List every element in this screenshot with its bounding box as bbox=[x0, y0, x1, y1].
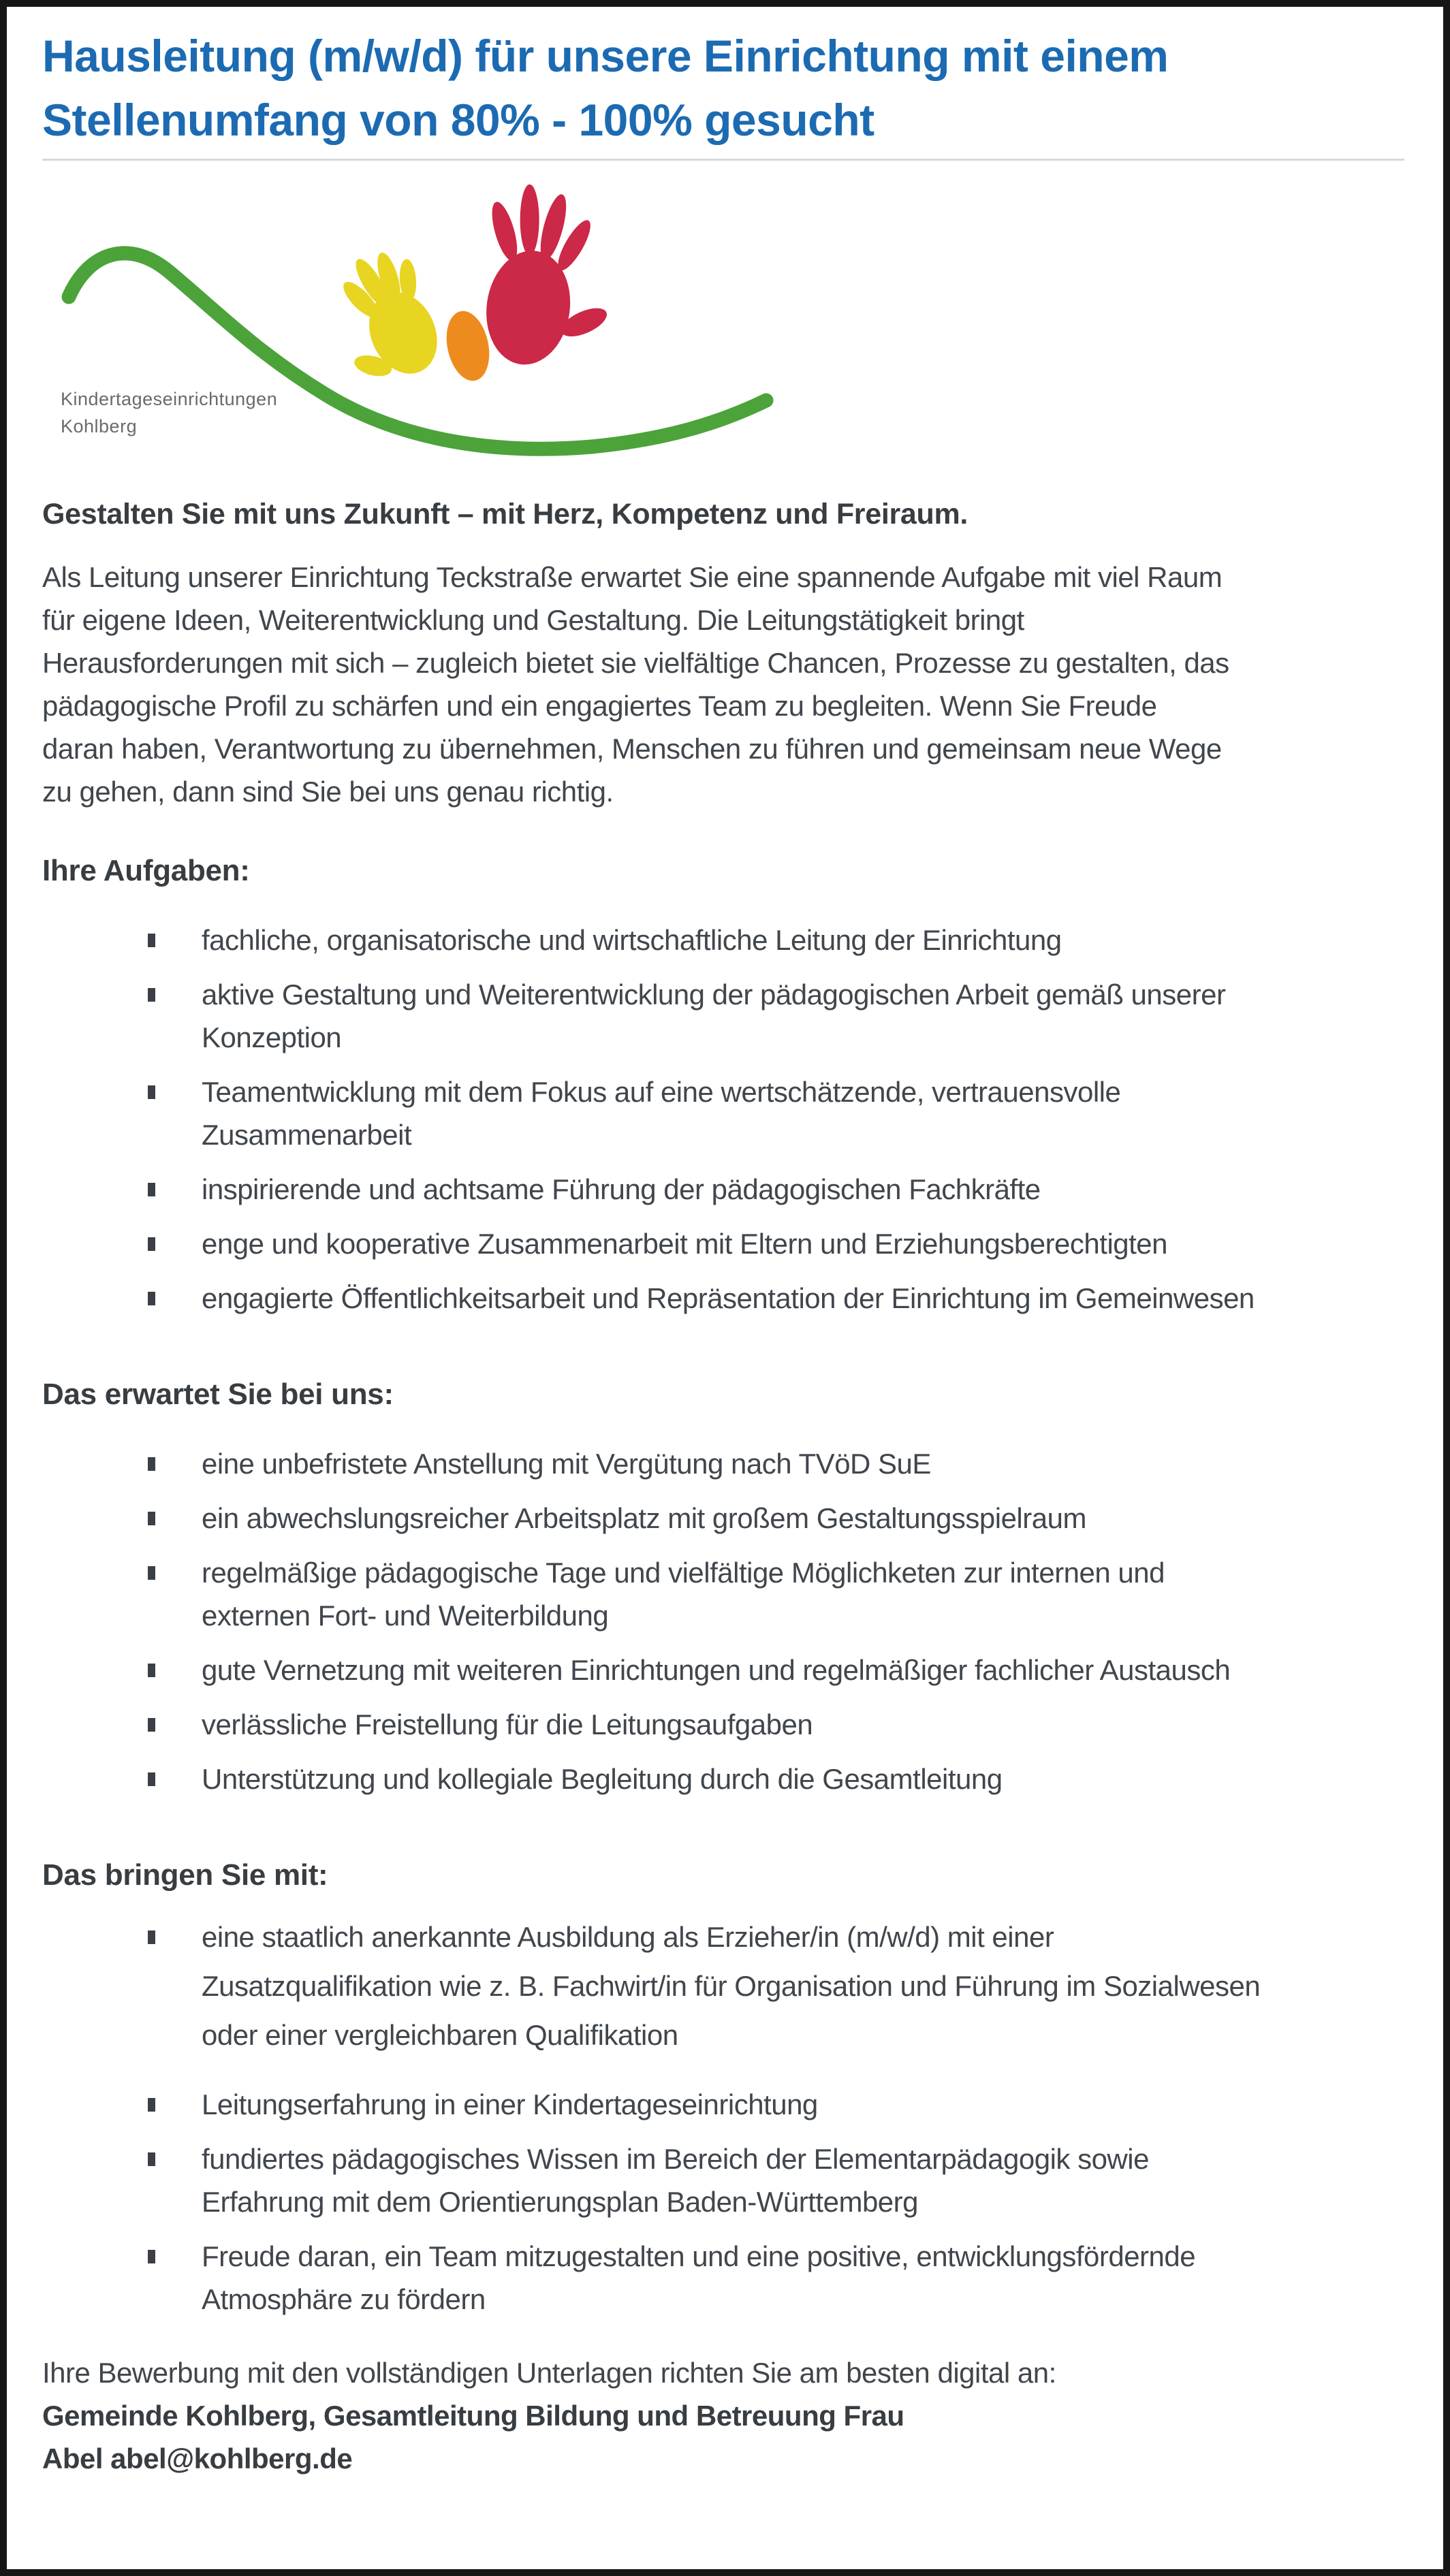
list-item: aktive Gestaltung und Weiterentwicklung der pädagogischen Arbeit gemäß unserer Konzeption bbox=[202, 973, 1264, 1059]
kita-kohlberg-logo bbox=[59, 170, 1404, 460]
mitbringen-list bbox=[42, 1913, 1404, 2321]
logo-caption-line1: Kindertageseinrichtungen bbox=[61, 389, 278, 409]
list-item: Freude daran, ein Team mitzugestalten und eine positive, entwicklungsfördernde Atmosphäre zu fördern bbox=[202, 2235, 1264, 2321]
section-heading-aufgaben: Ihre Aufgaben: bbox=[42, 854, 250, 887]
list-item: enge und kooperative Zusammenarbeit mit Eltern und Erziehungsberechtigten bbox=[202, 1222, 1264, 1265]
list-item: Teamentwicklung mit dem Fokus auf eine wertschätzende, vertrauensvolle Zusammenarbeit bbox=[202, 1070, 1264, 1156]
list-item: verlässliche Freistellung für die Leitungsaufgaben bbox=[202, 1703, 1264, 1746]
intro-paragraph: Als Leitung unserer Einrichtung Teckstraße erwartet Sie eine spannende Aufgabe mit viel Raum für eigene Ideen, Weiterentwicklung und Gestaltung. Die Leitungstätigkeit bringt Herausforderungen mit sich – zugleich bietet sie vielfältige Chancen, Prozesse zu gestalten, das pädagogische Profil zu schärfen und ein engagiertes Team zu begleiten. Wenn Sie Freude daran haben, Verantwortung zu übernehmen, Menschen zu führen und gemeinsam neue Wege zu gehen, dann sind Sie bei uns genau richtig. bbox=[42, 561, 1229, 808]
closing-block bbox=[42, 2351, 1404, 2480]
list-item: regelmäßige pädagogische Tage und vielfältige Möglichketen zur internen und externen Fort- und Weiterbildung bbox=[202, 1551, 1264, 1637]
section-mitbringen bbox=[42, 1858, 1404, 2321]
list-item: Unterstützung und kollegiale Begleitung durch die Gesamtleitung bbox=[202, 1758, 1264, 1800]
section-heading-mitbringen: Das bringen Sie mit: bbox=[42, 1858, 328, 1892]
list-item: Leitungserfahrung in einer Kindertageseinrichtung bbox=[202, 2083, 1264, 2126]
section-erwartet bbox=[42, 1378, 1404, 1800]
erwartet-list bbox=[42, 1442, 1404, 1800]
list-item: gute Vernetzung mit weiteren Einrichtungen und regelmäßiger fachlicher Austausch bbox=[202, 1649, 1264, 1691]
list-item: fachliche, organisatorische und wirtschaftliche Leitung der Einrichtung bbox=[202, 919, 1264, 961]
page-title: Hausleitung (m/w/d) für unsere Einrichtung mit einem Stellenumfang von 80% - 100% gesucht bbox=[42, 31, 1169, 145]
list-item: eine staatlich anerkannte Ausbildung als Erzieher/in (m/w/d) mit einer Zusatzqualifikation wie z. B. Fachwirt/in für Organisation und Führung im Sozialwesen oder einer vergleichbaren Qualifikation bbox=[202, 1913, 1264, 2060]
handprints-swoosh-icon bbox=[59, 170, 788, 456]
list-item: fundiertes pädagogisches Wissen im Bereich der Elementarpädagogik sowie Erfahrung mit dem Orientierungsplan Baden-Württemberg bbox=[202, 2137, 1264, 2223]
contact-line-2: Abel abel@kohlberg.de bbox=[42, 2443, 353, 2475]
title-divider bbox=[42, 159, 1404, 161]
red-handprint-icon bbox=[466, 178, 629, 376]
logo-caption-line2: Kohlberg bbox=[61, 416, 138, 436]
section-heading-erwartet: Das erwartet Sie bei uns: bbox=[42, 1378, 394, 1411]
list-item: eine unbefristete Anstellung mit Vergütung nach TVöD SuE bbox=[202, 1442, 1264, 1485]
aufgaben-list bbox=[42, 919, 1404, 1320]
section-aufgaben bbox=[42, 854, 1404, 1320]
list-item: inspirierende und achtsame Führung der pädagogischen Fachkräfte bbox=[202, 1168, 1264, 1211]
list-item: engagierte Öffentlichkeitsarbeit und Repräsentation der Einrichtung im Gemeinwesen bbox=[202, 1277, 1264, 1320]
closing-line: Ihre Bewerbung mit den vollständigen Unterlagen richten Sie am besten digital an: bbox=[42, 2357, 1056, 2389]
yellow-handprint-icon bbox=[311, 237, 458, 396]
contact-line-1: Gemeinde Kohlberg, Gesamtleitung Bildung und Betreuung Frau bbox=[42, 2400, 904, 2432]
list-item: ein abwechslungsreicher Arbeitsplatz mit großem Gestaltungsspielraum bbox=[202, 1497, 1264, 1540]
intro-headline: Gestalten Sie mit uns Zukunft – mit Herz, Kompetenz und Freiraum. bbox=[42, 498, 968, 530]
